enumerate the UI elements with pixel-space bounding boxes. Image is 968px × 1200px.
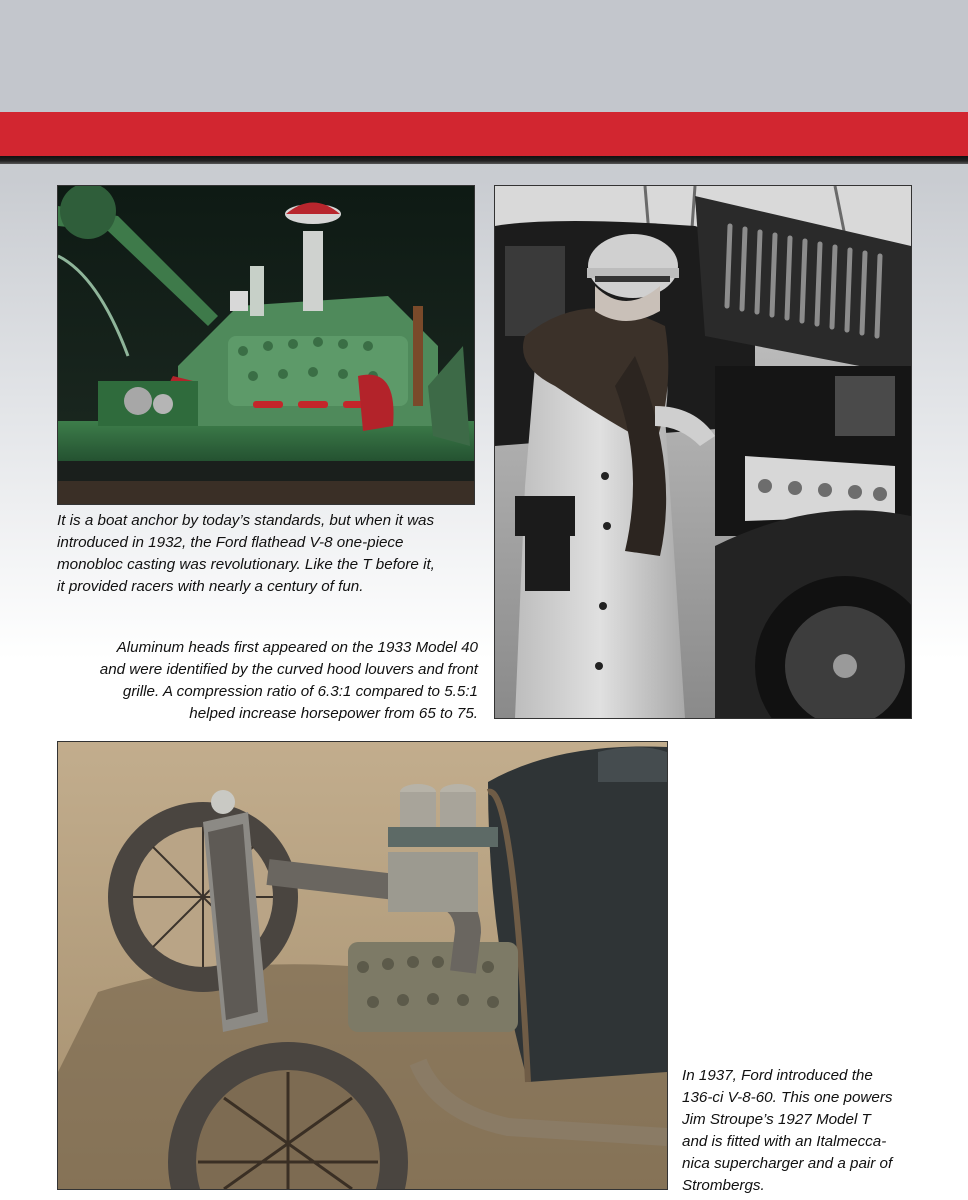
- aluminum-heads-caption: [100, 637, 478, 725]
- cutaway-caption: [57, 510, 435, 598]
- caption-line: 136-ci V-8-60. This one powers: [682, 1089, 893, 1106]
- caption-line: monobloc casting was revolutionary. Like the T before it,: [57, 556, 435, 573]
- caption-line: and is fitted with an Italmecca-: [682, 1133, 887, 1150]
- woman-at-car-image: [495, 186, 911, 718]
- woman-at-car-photo: [494, 185, 912, 719]
- caption-line: In 1937, Ford introduced the: [682, 1067, 873, 1084]
- caption-line: grille. A compression ratio of 6.3:1 compared to 5.5:1: [122, 683, 478, 700]
- caption-line: Jim Stroupe’s 1927 Model T: [682, 1111, 871, 1128]
- cutaway-engine-photo: [57, 185, 475, 505]
- supercharged-modelt-photo: [57, 741, 668, 1190]
- caption-line: and were identified by the curved hood louvers and front: [99, 661, 478, 678]
- caption-line: helped increase horsepower from 65 to 75.: [189, 705, 478, 722]
- caption-line: Strombergs.: [682, 1177, 765, 1194]
- caption-line: Aluminum heads first appeared on the 1933 Model 40: [116, 639, 478, 656]
- black-header-stripe: [0, 156, 968, 164]
- caption-line: it provided racers with nearly a century of fun.: [57, 578, 364, 595]
- header-band: [0, 0, 968, 112]
- v8-60-caption: [682, 1065, 892, 1197]
- cutaway-engine-image: [58, 186, 474, 504]
- supercharged-modelt-image: [58, 742, 667, 1189]
- caption-line: It is a boat anchor by today’s standards, but when it was: [57, 512, 435, 529]
- red-header-stripe: [0, 112, 968, 156]
- caption-line: introduced in 1932, the Ford flathead V-8 one-piece: [57, 534, 404, 551]
- caption-line: nica supercharger and a pair of: [682, 1155, 893, 1172]
